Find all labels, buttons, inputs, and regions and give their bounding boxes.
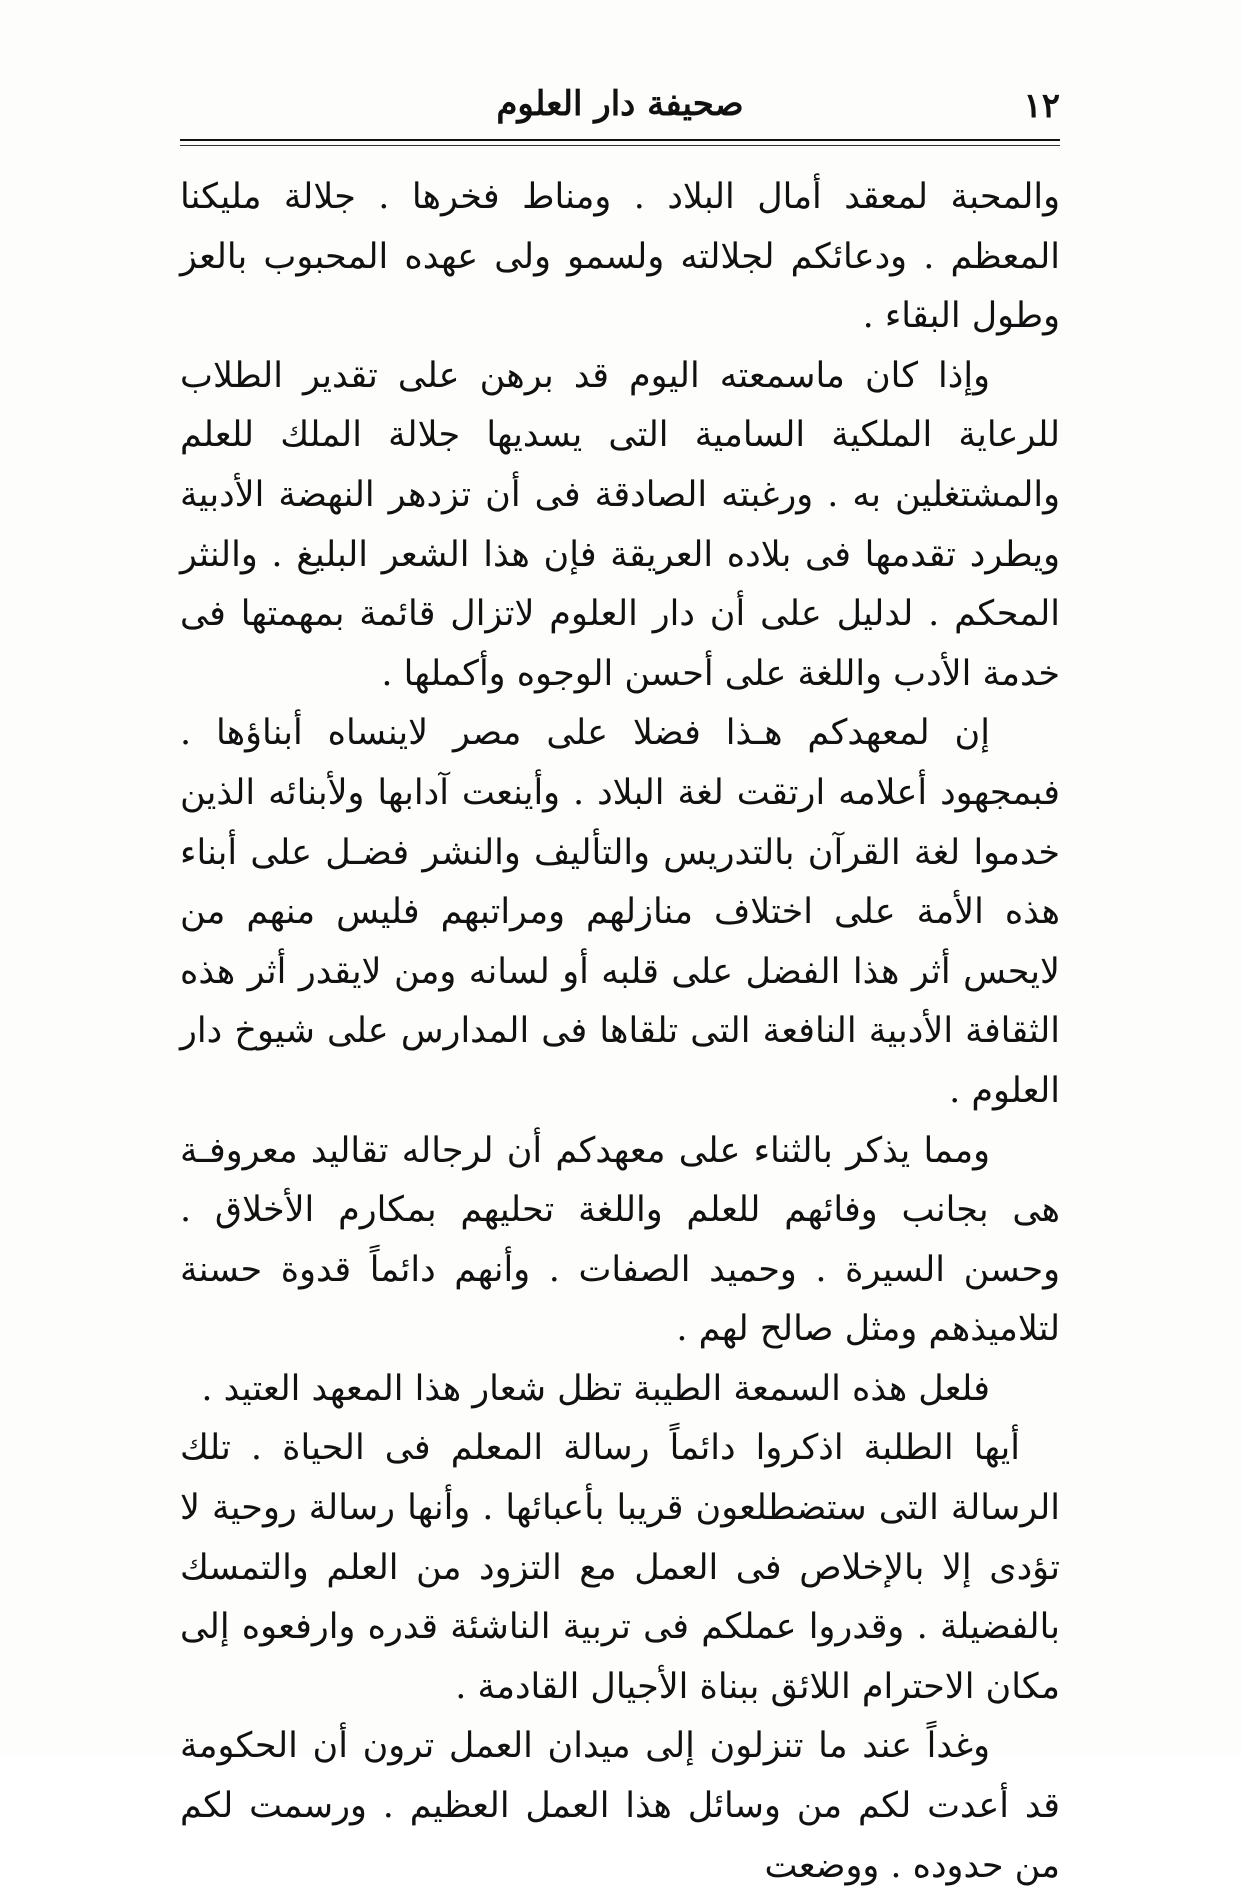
page-number: ١٢ <box>1023 86 1060 126</box>
paragraph-6: أيها الطلبة اذكروا دائماً رسالة المعلم فى الحياة . تلك الرسالة التى ستضطلعون قريبا بأعبائها . وأنها رسالة روحية لا تؤدى إلا بالإخلاص فى العمل مع التزود من العلم والتمسك بالفضيلة . وقدروا عملكم فى تربية الناشئة قدره وارفعوه إلى مكان الاحترام اللائق ببناة الأجيال القادمة . <box>180 1428 1060 1707</box>
running-title: صحيفة دار العلوم <box>496 84 744 124</box>
paragraph-4: ومما يذكر بالثناء على معهدكم أن لرجاله تقاليد معروفـة هى بجانب وفائهم للعلم واللغة تحليهم بمكارم الأخلاق . وحسن السيرة . وحميد الصفات . وأنهم دائماً قدوة حسنة لتلاميذهم ومثل صالح لهم . <box>180 1130 1060 1350</box>
paragraph-7: وغداً عند ما تنزلون إلى ميدان العمل ترون أن الحكومة قد أعدت لكم من وسائل هذا العمل العظيم . ورسمت لكم من حدوده . ووضعت <box>180 1726 1060 1886</box>
paragraph-5: فلعل هذه السمعة الطيبة تظل شعار هذا المعهد العتيد . <box>201 1368 990 1409</box>
paragraph-1: والمحبة لمعقد أمال البلاد . ومناط فخرها . جلالة مليكنا المعظم . ودعائكم لجلالته ولسمو ولى عهده المحبوب بالعز وطول البقاء . <box>180 177 1060 337</box>
paragraph-3: إن لمعهدكم هـذا فضلا على مصر لاينساه أبناؤها . فبمجهود أعلامه ارتقت لغة البلاد . وأينعت آدابها ولأبنائه الذين خدموا لغة القرآن بالتدريس والتأليف والنشر فضـل على أبناء هذه الأمة على اختلاف منازلهم ومراتبهم فليس منهم من لايحس أثر هذا الفضل على قلبه أو لسانه ومن لايقدر أثر هذه الثقافة الأدبية النافعة التى تلقاها فى المدارس على شيوخ دار العلوم . <box>180 713 1060 1111</box>
paragraph-2: وإذا كان ماسمعته اليوم قد برهن على تقدير الطلاب للرعاية الملكية السامية التى يسديها جلالة الملك للعلم والمشتغلين به . ورغبته الصادقة فى أن تزدهر النهضة الأدبية ويطرد تقدمها فى بلاده العريقة فإن هذا الشعر البليغ . والنثر المحكم . لدليل على أن دار العلوم لاتزال قائمة بمهمتها فى خدمة الأدب واللغة على أحسن الوجوه وأكملها . <box>180 355 1060 694</box>
body-text <box>180 168 1060 1896</box>
header-rule-thin <box>180 145 1060 146</box>
page-header <box>180 80 1060 140</box>
header-rule <box>180 139 1060 141</box>
